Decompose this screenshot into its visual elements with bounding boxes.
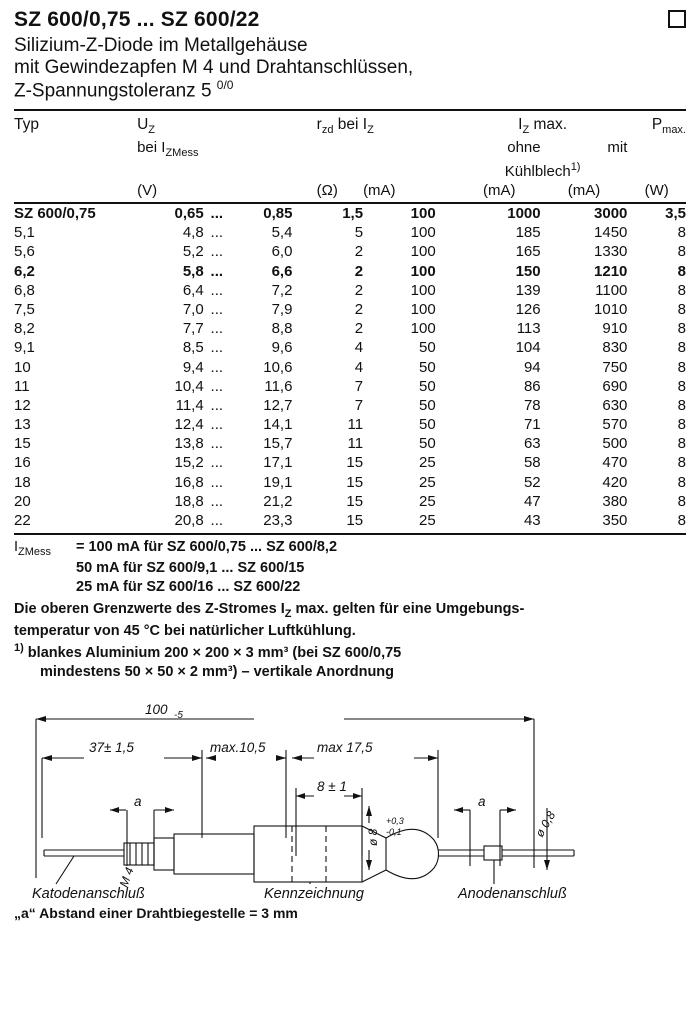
cell-uz-max: 12,7 [263,396,293,414]
table-row [14,223,686,242]
cell-uz-max: 5,4 [271,224,293,242]
specification-table [14,115,686,530]
col-header-uz [137,115,292,137]
cell-izmax-mit: 500 [602,435,628,453]
cell-uz-min: 20,8 [174,512,204,530]
dim-max175-label: max 17,5 [317,739,373,755]
cell-izmax-ohne: 58 [523,454,541,472]
cell-iz: 25 [419,473,436,491]
cell-typ: 8,2 [14,320,35,338]
cell-gap [292,262,316,281]
cell-gap [292,204,316,223]
cell-typ: 16 [14,454,31,472]
table-row [14,492,686,511]
cell-gap2 [436,300,458,319]
cell-izmax-ohne: 63 [523,435,541,453]
col-header-pmax-p: P [651,116,663,134]
cell-iz: 25 [419,492,436,510]
cell-gap2 [436,358,458,377]
cell-uz-min: 12,4 [174,416,204,434]
col-header-kuehlblech [458,160,628,181]
cell-pmax: 8 [677,377,686,395]
cell-uz-min: 18,8 [174,492,204,510]
cell-iz: 100 [410,205,436,223]
cell-dots: ... [210,205,224,223]
col-header-pmax [627,115,686,137]
table-row [14,262,686,281]
cell-uz-min: 4,8 [182,224,204,242]
drawing-svg [14,688,686,903]
cell-dots: ... [210,300,224,318]
subtitle-line-3-text: Z-Spannungstoleranz 5 [14,80,217,102]
table-row [14,358,686,377]
col-header-rzd-bei: bei I [333,116,368,134]
subtitle-line-1: Silizium-Z-Diode im Metallgehäuse [14,35,308,56]
cell-iz: 50 [419,435,436,453]
cell-uz-max: 17,1 [263,454,293,472]
izmess-label-sub: ZMess [18,546,52,559]
cell-gap [292,281,316,300]
cell-gap2 [436,453,458,472]
cell-iz: 50 [419,377,436,395]
cell-uz-max: 7,9 [271,300,293,318]
cell-pmax: 8 [677,358,686,376]
izmess-value-1: = 100 mA für SZ 600/0,75 ... SZ 600/8,2 [76,539,338,556]
col-header-uz-text: U [137,116,149,134]
cell-gap [292,300,316,319]
cell-gap [292,453,316,472]
cell-iz: 100 [410,300,436,318]
cell-uz-min: 7,7 [182,320,204,338]
dim-a-left-label: a [134,793,142,809]
header-divider [14,109,686,111]
cell-dots: ... [210,473,224,491]
izmess-note-line-1 [14,538,686,559]
cell-uz-min: 8,5 [182,339,204,357]
cell-uz-min: 5,2 [182,243,204,261]
label-m4: M 4 [116,865,137,889]
cell-gap [292,415,316,434]
cell-gap2 [436,396,458,415]
table-row [14,473,686,492]
cell-rzd: 4 [354,358,364,376]
col-header-rzd [317,115,436,137]
dim-d08-label: ø 0,8 [532,808,559,840]
cell-rzd: 7 [354,377,364,395]
cell-rzd: 1,5 [342,205,364,223]
unit-ma-iz: (mA) [363,181,396,199]
cell-typ: 15 [14,435,31,453]
cell-uz-max: 7,2 [271,281,293,299]
cell-uz-min: 11,4 [175,396,204,414]
cell-gap2 [436,281,458,300]
cell-typ: SZ 600/0,75 [14,205,96,223]
unit-ma-mit: (mA) [567,181,601,199]
table-row [14,281,686,300]
cell-rzd: 11 [347,416,364,434]
table-units-row [14,181,686,200]
cell-izmax-ohne: 52 [523,473,541,491]
temperature-note-line-2: temperatur von 45 °C bei natürlicher Luftkühlung. [14,622,356,639]
footnote-1-line-2: mindestens 50 × 50 × 2 mm³) – vertikale Anordnung [40,663,395,680]
table-row [14,338,686,357]
cell-dots: ... [210,435,224,453]
cell-uz-min: 7,0 [182,300,204,318]
cell-gap2 [436,377,458,396]
cell-typ: 7,5 [14,300,35,318]
cell-dots: ... [210,320,224,338]
cell-iz: 50 [419,358,436,376]
unit-ma-ohne: (mA) [483,181,516,199]
cell-uz-max: 19,1 [263,473,293,491]
cell-izmax-ohne: 1000 [507,205,541,223]
cell-pmax: 8 [677,416,686,434]
cell-pmax: 8 [677,473,686,491]
footnote-1-text: blankes Aluminium 200 × 200 × 3 mm³ (bei SZ 600/0,75 [23,644,402,661]
cell-uz-max: 10,6 [263,358,293,376]
subtitle-line-2: mit Gewindezapfen M 4 und Drahtanschlüssen, [14,57,414,79]
cell-izmax-ohne: 126 [515,300,541,318]
cell-typ: 22 [14,512,31,530]
izmess-note-line-2 [14,559,686,578]
cell-izmax-mit: 750 [602,358,628,376]
cell-dots: ... [210,243,224,261]
cell-typ: 13 [14,416,31,434]
cell-typ: 12 [14,396,31,414]
cell-gap [292,358,316,377]
cell-uz-max: 23,3 [263,512,293,530]
cell-rzd: 15 [346,492,364,510]
col-header-izmax-i: I [518,116,523,134]
cell-gap2 [436,319,458,338]
cell-dots: ... [210,262,224,280]
col-header-kuehlblech-footnote-mark: 1) [570,160,581,173]
cell-uz-min: 10,4 [174,377,204,395]
cell-izmax-ohne: 150 [515,262,541,280]
cell-rzd: 2 [354,262,364,280]
cell-dots: ... [210,281,224,299]
footnote-1-line-1 [14,641,686,663]
page-subtitle [14,35,686,102]
cell-uz-min: 16,8 [174,473,204,491]
cell-iz: 100 [410,224,436,242]
cell-gap2 [436,473,458,492]
table-row [14,300,686,319]
table-row [14,511,686,530]
cell-izmax-ohne: 71 [523,416,541,434]
cell-dots: ... [210,396,224,414]
cell-iz: 50 [419,416,436,434]
cell-iz: 50 [419,339,436,357]
izmess-value-2: 50 mA für SZ 600/9,1 ... SZ 600/15 [76,560,305,577]
cell-izmax-mit: 350 [602,512,628,530]
col-header-uz-line2 [137,138,292,160]
cell-uz-max: 9,6 [271,339,293,357]
cell-dots: ... [210,492,224,510]
cell-typ: 5,1 [14,224,35,242]
cell-typ: 9,1 [14,339,35,357]
table-header-row-3 [14,160,686,181]
table-row [14,415,686,434]
cell-pmax: 8 [677,320,686,338]
label-anodenanschluss: Anodenanschluß [458,885,567,902]
cell-uz-max: 14,1 [263,416,293,434]
cell-izmax-ohne: 47 [523,492,541,510]
cell-uz-min: 15,2 [174,454,204,472]
col-header-izmax [458,115,628,137]
cell-izmax-ohne: 104 [515,339,541,357]
cell-dots: ... [210,377,224,395]
cell-pmax: 8 [677,300,686,318]
dim-d8-tol-up: +0,3 [386,815,404,826]
dim-total-label: 100 [145,701,168,717]
cell-dots: ... [210,224,224,242]
temperature-note-b: max. gelten für eine Umgebungs- [291,601,525,618]
temperature-note-a: Die oberen Grenzwerte des Z-Stromes I [14,601,285,618]
cell-uz-min: 13,8 [174,435,204,453]
unit-volt: (V) [137,181,158,199]
cell-iz: 25 [419,454,436,472]
cell-gap2 [436,338,458,357]
cell-gap [292,473,316,492]
drawing-footnote: „a“ Abstand einer Drahtbiegestelle = 3 mm [14,904,298,921]
cell-dots: ... [210,454,224,472]
col-header-uz-izmess: ZMess [165,146,199,159]
cell-pmax: 8 [677,281,686,299]
cell-izmax-ohne: 139 [515,281,541,299]
table-row [14,434,686,453]
cell-gap2 [436,415,458,434]
izmess-note-line-3 [14,578,686,597]
cell-izmax-ohne: 94 [523,358,541,376]
cell-gap [292,511,316,530]
cell-gap2 [436,434,458,453]
cell-gap2 [436,492,458,511]
cell-typ: 18 [14,473,31,491]
cell-uz-max: 21,2 [263,492,293,510]
cell-gap2 [436,204,458,223]
cell-uz-max: 15,7 [263,435,293,453]
cell-uz-min: 6,4 [182,281,204,299]
cell-gap2 [436,511,458,530]
cell-gap [292,338,316,357]
cell-uz-min: 5,8 [182,262,204,280]
cell-rzd: 15 [346,512,364,530]
cell-pmax: 8 [677,262,686,280]
col-header-izmax-sub: Z [522,124,530,137]
cell-izmax-mit: 570 [602,416,628,434]
cell-iz: 100 [410,262,436,280]
col-header-kuehlblech-text: Kühlblech [504,162,571,180]
cell-iz: 50 [419,396,436,414]
label-katodenanschluss: Katodenanschluß [32,885,145,902]
col-header-rzd-sub2: Z [367,124,374,137]
table-row [14,319,686,338]
cell-pmax: 8 [677,492,686,510]
cell-izmax-mit: 630 [602,396,628,414]
cell-uz-max: 6,6 [271,262,293,280]
notes-block [14,538,686,597]
cell-rzd: 2 [354,243,364,261]
cell-izmax-ohne: 165 [515,243,541,261]
cell-typ: 5,6 [14,243,35,261]
dim-37-label: 37± 1,5 [89,739,134,755]
col-header-rzd-sub: zd [321,124,334,137]
percent-fraction: 0/0 [216,78,234,93]
cell-gap [292,492,316,511]
izmess-label [14,538,76,559]
unit-watt: (W) [644,181,669,199]
cell-izmax-mit: 380 [602,492,628,510]
cell-izmax-ohne: 185 [515,224,541,242]
mechanical-drawing [14,688,686,903]
cell-izmax-mit: 420 [602,473,628,491]
cell-pmax: 8 [677,339,686,357]
label-kennzeichnung: Kennzeichnung [264,885,364,902]
col-header-rzd-r: r [316,116,322,134]
cell-uz-min: 9,4 [182,358,204,376]
cell-gap [292,434,316,453]
cell-pmax: 8 [677,435,686,453]
cell-pmax: 8 [677,454,686,472]
table-row [14,242,686,261]
cell-pmax: 8 [677,243,686,261]
cell-typ: 20 [14,492,31,510]
col-header-uz-sub: Z [148,124,156,137]
subtitle-line-3 [14,79,686,102]
cell-izmax-mit: 1010 [594,300,628,318]
cell-izmax-mit: 470 [602,454,628,472]
dim-max105-label: max.10,5 [210,739,266,755]
cell-izmax-ohne: 113 [516,320,541,338]
footnote-1-mark: 1) [14,641,24,654]
col-header-pmax-sub: max. [662,124,686,137]
cell-rzd: 15 [346,454,364,472]
dim-d8-label: ø 8 [366,828,380,846]
cell-iz: 25 [419,512,436,530]
cell-typ: 6,8 [14,281,35,299]
cell-izmax-mit: 910 [602,320,628,338]
cell-rzd: 4 [354,339,364,357]
cell-rzd: 7 [354,396,364,414]
cell-dots: ... [210,512,224,530]
izmess-label-i: I [14,539,19,556]
cell-rzd: 2 [354,300,364,318]
cell-pmax: 8 [677,512,686,530]
cell-dots: ... [210,339,224,357]
cell-izmax-mit: 690 [602,377,628,395]
cell-iz: 100 [410,281,436,299]
cell-izmax-ohne: 78 [523,396,541,414]
temperature-note-line-1 [14,600,686,621]
table-row [14,204,686,223]
cell-gap [292,377,316,396]
cell-rzd: 2 [354,281,364,299]
col-header-mit: mit [607,138,628,156]
cell-iz: 100 [410,243,436,261]
dim-d8-tol-dn: -0,1 [386,826,402,837]
cell-gap [292,242,316,261]
cell-izmax-mit: 1450 [594,224,628,242]
cell-gap2 [436,242,458,261]
page-header [0,0,700,102]
page-title: SZ 600/0,75 ... SZ 600/22 [14,8,260,31]
cell-pmax: 3,5 [665,205,686,223]
cell-izmax-mit: 830 [602,339,628,357]
cell-gap2 [436,262,458,281]
cell-izmax-ohne: 86 [523,377,541,395]
table-row [14,377,686,396]
cell-uz-max: 0,85 [263,205,293,223]
cell-uz-max: 6,0 [271,243,293,261]
cell-uz-max: 8,8 [271,320,293,338]
table-bottom-divider [14,533,686,535]
temperature-note-sub: Z [284,608,292,620]
col-header-izmax-max: max. [529,116,568,134]
cell-rzd: 2 [354,320,364,338]
cell-typ: 10 [14,358,31,376]
table-body [14,204,686,530]
cell-iz: 100 [410,320,436,338]
cell-typ: 11 [14,377,30,395]
cell-rzd: 15 [346,473,364,491]
cell-typ: 6,2 [14,262,35,280]
table-row [14,396,686,415]
cell-pmax: 8 [677,224,686,242]
temperature-note [14,600,686,682]
cell-gap [292,319,316,338]
cell-izmax-mit: 1330 [594,243,628,261]
table-row [14,453,686,472]
col-header-ohne: ohne [507,138,541,156]
cell-dots: ... [210,416,224,434]
cell-uz-max: 11,6 [264,377,293,395]
cell-uz-min: 0,65 [174,205,204,223]
izmess-value-3: 25 mA für SZ 600/16 ... SZ 600/22 [76,579,301,596]
dim-total-tolerance: -5 [174,709,183,721]
cell-gap2 [436,223,458,242]
cell-gap [292,396,316,415]
col-header-typ: Typ [14,116,39,134]
cell-dots: ... [210,358,224,376]
col-header-uz-bei: bei I [137,138,166,156]
cell-gap [292,223,316,242]
cell-izmax-mit: 3000 [594,205,628,223]
dim-8pm1-label: 8 ± 1 [317,778,347,794]
unit-ohm: (Ω) [316,181,338,199]
cell-rzd: 11 [347,435,364,453]
cell-rzd: 5 [354,224,364,242]
table-header-row-2 [14,138,686,160]
cell-izmax-mit: 1210 [594,262,628,280]
cell-izmax-mit: 1100 [595,281,628,299]
cell-izmax-ohne: 43 [523,512,541,530]
corner-square-icon [668,10,686,28]
cell-pmax: 8 [677,396,686,414]
dim-a-right-label: a [478,793,486,809]
table-header-row-1 [14,115,686,137]
